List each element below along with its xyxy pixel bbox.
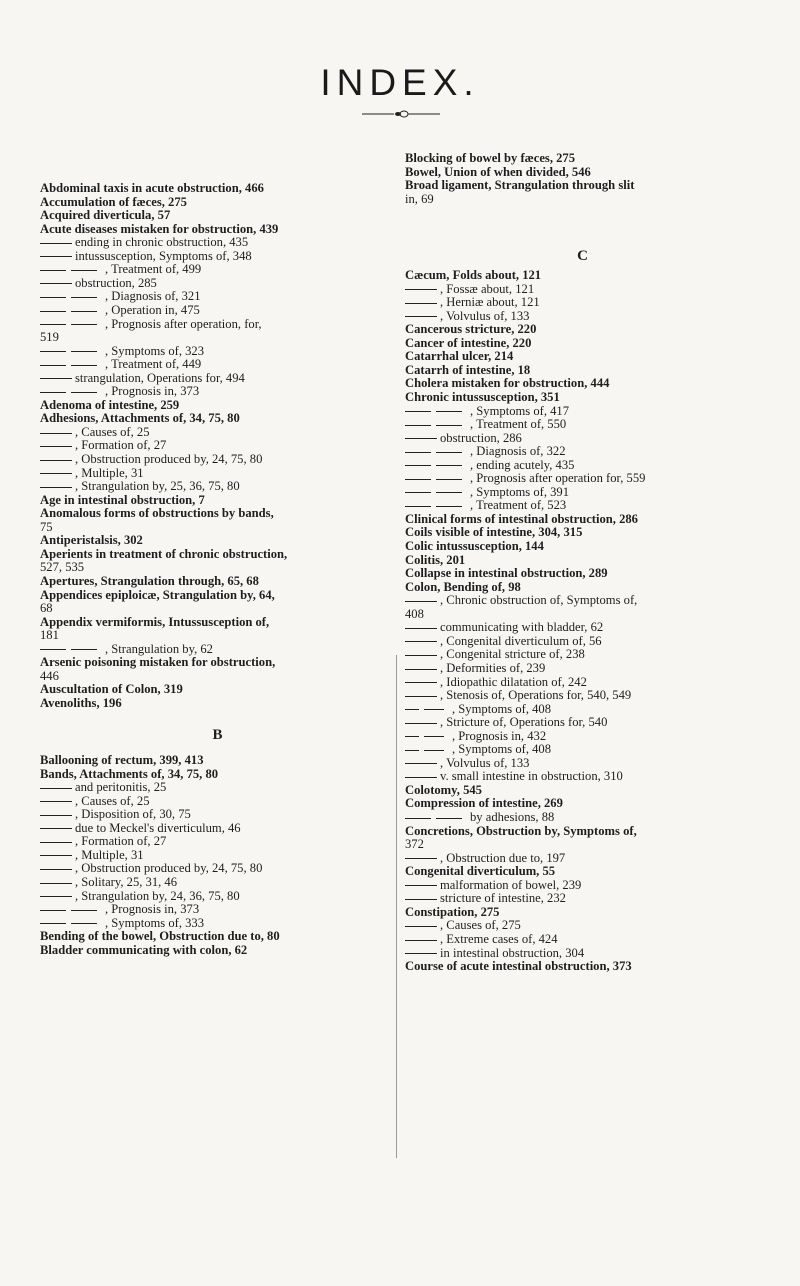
index-entry <box>405 405 760 419</box>
index-entry <box>405 513 760 527</box>
index-entry-text: Adenoma of intestine, 259 <box>40 397 180 412</box>
index-entry-text: in, 69 <box>405 191 434 206</box>
index-entry <box>40 890 395 904</box>
index-entry-text: Bands, Attachments of, 34, 75, 80 <box>40 766 219 781</box>
index-entry <box>405 716 760 730</box>
index-entry-text: Acquired diverticula, 57 <box>40 208 171 223</box>
index-entry-text: , Congenital stricture of, 238 <box>440 647 585 662</box>
index-entry-text: 408 <box>405 606 424 621</box>
index-entry <box>405 757 760 771</box>
index-entry-text: Compression of intestine, 269 <box>405 796 563 811</box>
index-entry <box>40 223 395 237</box>
index-entry <box>405 296 760 310</box>
index-entry-text: obstruction, 285 <box>75 275 157 290</box>
index-entry <box>40 263 395 277</box>
index-entry <box>40 290 395 304</box>
index-entry-text: , Extreme cases of, 424 <box>440 931 558 946</box>
index-entry-text: , Treatment of, 499 <box>105 262 202 277</box>
index-entry <box>40 795 395 809</box>
index-entry <box>40 602 395 616</box>
index-entry <box>40 534 395 548</box>
index-entry <box>40 412 395 426</box>
index-entry-text: Cholera mistaken for obstruction, 444 <box>405 376 610 391</box>
index-entry-text: 446 <box>40 668 59 683</box>
index-entry-text: Age in intestinal obstruction, 7 <box>40 492 205 507</box>
index-entry-text: , Symptoms of, 417 <box>470 403 570 418</box>
index-entry <box>40 754 395 768</box>
index-entry-text: , Symptoms of, 323 <box>105 343 205 358</box>
index-entry <box>405 179 760 193</box>
index-entry-text: , Obstruction produced by, 24, 75, 80 <box>75 861 263 876</box>
index-entry <box>40 575 395 589</box>
index-entry-text: , Strangulation by, 24, 36, 75, 80 <box>75 888 240 903</box>
index-entry <box>405 364 760 378</box>
index-entry <box>405 784 760 798</box>
index-entry-text: malformation of bowel, 239 <box>440 877 582 892</box>
index-entry-text: , Prognosis after operation for, 559 <box>470 471 646 486</box>
index-entry <box>405 811 760 825</box>
index-entry <box>405 730 760 744</box>
index-entry-text: Adhesions, Attachments of, 34, 75, 80 <box>40 411 240 426</box>
index-entry <box>40 589 395 603</box>
index-entry-text: , Diagnosis of, 321 <box>105 289 201 304</box>
index-entry <box>405 635 760 649</box>
index-entry <box>405 648 760 662</box>
index-entry <box>40 670 395 684</box>
index-entry-text: , Formation of, 27 <box>75 438 167 453</box>
index-entry-text: Appendices epiploicæ, Strangulation by, 64, <box>40 587 275 602</box>
index-entry <box>405 567 760 581</box>
index-entry-text: , Prognosis after operation, for, <box>105 316 262 331</box>
index-entry-text: in intestinal obstruction, 304 <box>440 945 585 960</box>
index-entry-text: ending in chronic obstruction, 435 <box>75 235 249 250</box>
index-entry <box>40 345 395 359</box>
index-entry <box>40 521 395 535</box>
index-entry-text: , Obstruction produced by, 24, 75, 80 <box>75 452 263 466</box>
index-entry <box>40 467 395 481</box>
index-entry <box>40 656 395 670</box>
index-entry-text: stricture of intestine, 232 <box>440 891 566 906</box>
index-entry-text: , Symptoms of, 408 <box>452 742 552 757</box>
index-entry-text: , Multiple, 31 <box>75 847 144 862</box>
index-entry-text: , Prognosis in, 432 <box>452 728 547 743</box>
title-ornament <box>362 110 440 118</box>
index-entry-text: strangulation, Operations for, 494 <box>75 370 245 385</box>
index-entry-text: , Volvulus of, 133 <box>440 308 530 323</box>
index-entry-text: , Diagnosis of, 322 <box>470 444 566 459</box>
index-entry-text: Acute diseases mistaken for obstruction, 439 <box>40 221 279 236</box>
index-entry <box>405 852 760 866</box>
index-entry-text: , Formation of, 27 <box>75 834 167 849</box>
index-entry <box>405 865 760 879</box>
index-entry-text: Blocking of bowel by fæces, 275 <box>405 151 576 165</box>
index-entry-text: , Prognosis in, 373 <box>105 384 200 399</box>
index-entry-text: , Multiple, 31 <box>75 465 144 480</box>
index-entry-text: , Stricture of, Operations for, 540 <box>440 715 608 730</box>
index-entry-text: 68 <box>40 601 53 616</box>
index-entry <box>40 182 395 196</box>
index-entry-text: Bending of the bowel, Obstruction due to, 80 <box>40 929 280 944</box>
index-entry-text: Colon, Bending of, 98 <box>405 579 521 594</box>
index-entry-text: , Idiopathic dilatation of, 242 <box>440 674 587 689</box>
index-entry <box>405 486 760 500</box>
index-entry <box>40 250 395 264</box>
index-entry <box>405 350 760 364</box>
page-title: INDEX. <box>320 62 480 103</box>
index-entry <box>405 825 760 839</box>
index-entry-text: Auscultation of Colon, 319 <box>40 682 183 697</box>
index-entry-text: Antiperistalsis, 302 <box>40 533 143 548</box>
index-entry-text: Apertures, Strangulation through, 65, 68 <box>40 573 259 588</box>
index-entry-text: , Volvulus of, 133 <box>440 755 530 770</box>
index-entry <box>40 781 395 795</box>
index-entry-text: Avenoliths, 196 <box>40 695 122 710</box>
index-entry-text: by adhesions, 88 <box>470 810 555 824</box>
index-entry-text: and peritonitis, 25 <box>75 780 167 795</box>
index-entry <box>40 876 395 890</box>
index-entry-text: 519 <box>40 330 59 345</box>
index-entry <box>40 453 395 467</box>
index-entry <box>405 310 760 324</box>
index-entry-text: Concretions, Obstruction by, Symptoms of, <box>405 823 637 838</box>
index-entry-text: Accumulation of fæces, 275 <box>40 194 187 209</box>
index-entry <box>405 152 760 166</box>
index-entry-text: Cancerous stricture, 220 <box>405 322 537 337</box>
section-letter: C <box>577 248 588 264</box>
index-entry-text: Broad ligament, Strangulation through slit <box>405 178 635 193</box>
index-entry <box>40 209 395 223</box>
index-entry <box>40 304 395 318</box>
index-entry <box>405 797 760 811</box>
index-entry <box>405 960 760 974</box>
index-entry <box>40 331 395 345</box>
index-entry-text: communicating with bladder, 62 <box>440 620 604 635</box>
index-entry-text: , Congenital diverticulum of, 56 <box>440 633 602 648</box>
index-entry-text: Chronic intussusception, 351 <box>405 389 560 404</box>
index-entry <box>40 358 395 372</box>
index-entry-text: Cancer of intestine, 220 <box>405 335 532 350</box>
index-entry <box>405 554 760 568</box>
index-entry <box>405 662 760 676</box>
index-entry <box>40 439 395 453</box>
index-entry-text: , Strangulation by, 62 <box>105 641 213 656</box>
index-entry-text: Constipation, 275 <box>405 904 500 919</box>
index-entry-text: Arsenic poisoning mistaken for obstruction, <box>40 655 276 670</box>
index-entry-text: , Symptoms of, 333 <box>105 915 205 930</box>
index-entry <box>40 561 395 575</box>
index-entry <box>405 377 760 391</box>
index-entry <box>40 318 395 332</box>
index-entry-text: , Herniæ about, 121 <box>440 295 540 310</box>
index-entry <box>40 629 395 643</box>
index-entry <box>405 919 760 933</box>
index-entry-text: Bladder communicating with colon, 62 <box>40 942 248 957</box>
index-entry-text: Clinical forms of intestinal obstruction, 286 <box>405 511 638 526</box>
index-entry-text: , Solitary, 25, 31, 46 <box>75 874 178 889</box>
index-entry-text: , Treatment of, 523 <box>470 498 567 513</box>
index-entry <box>405 337 760 351</box>
index-entry-text: Cæcum, Folds about, 121 <box>405 268 542 282</box>
index-entry <box>405 703 760 717</box>
index-entry-text: , Disposition of, 30, 75 <box>75 807 191 822</box>
column-divider <box>396 655 397 1158</box>
index-entry-text: , Fossæ about, 121 <box>440 281 535 296</box>
index-entry-text: due to Meckel's diverticulum, 46 <box>75 820 241 835</box>
index-entry-text: , Obstruction due to, 197 <box>440 850 566 865</box>
index-entry <box>40 768 395 782</box>
index-entry <box>405 689 760 703</box>
index-entry <box>405 459 760 473</box>
index-entry <box>405 608 760 622</box>
index-entry-text: , Treatment of, 550 <box>470 417 567 432</box>
index-entry-text: , Symptoms of, 391 <box>470 484 570 499</box>
index-entry <box>405 933 760 947</box>
index-entry-text: Course of acute intestinal obstruction, 373 <box>405 959 632 974</box>
index-entry-text: Colitis, 201 <box>405 552 466 567</box>
index-entry <box>405 540 760 554</box>
index-entry-text: Abdominal taxis in acute obstruction, 466 <box>40 181 264 195</box>
index-entry <box>40 903 395 917</box>
index-entry <box>405 594 760 608</box>
index-entry <box>40 277 395 291</box>
index-entry <box>405 743 760 757</box>
index-entry-text: , Causes of, 275 <box>440 918 521 933</box>
index-entry-text: Collapse in intestinal obstruction, 289 <box>405 566 608 581</box>
index-entry <box>405 391 760 405</box>
index-entry-text: Ballooning of rectum, 399, 413 <box>40 753 204 767</box>
index-entry-text: , Symptoms of, 408 <box>452 701 552 716</box>
index-entry-text: , ending acutely, 435 <box>470 457 575 472</box>
index-entry-text: Colotomy, 545 <box>405 782 482 797</box>
index-entry <box>405 445 760 459</box>
index-entry-text: obstruction, 286 <box>440 430 522 445</box>
section-letter: B <box>212 727 223 743</box>
index-entry-text: Congenital diverticulum, 55 <box>405 864 556 879</box>
index-entry <box>405 193 760 207</box>
index-entry-text: , Causes of, 25 <box>75 424 150 439</box>
index-entry <box>40 944 395 958</box>
index-entry-text: , Causes of, 25 <box>75 793 150 808</box>
index-entry-text: 372 <box>405 837 424 852</box>
index-entry <box>40 616 395 630</box>
index-entry-text: , Stenosis of, Operations for, 540, 549 <box>440 688 632 703</box>
index-entry <box>40 822 395 836</box>
index-entry-text: , Strangulation by, 25, 36, 75, 80 <box>75 479 240 494</box>
index-entry <box>40 385 395 399</box>
index-entry <box>405 621 760 635</box>
index-entry-text: Anomalous forms of obstructions by bands, <box>40 506 274 521</box>
index-entry <box>40 196 395 210</box>
index-entry <box>405 432 760 446</box>
index-entry <box>40 917 395 931</box>
index-entry <box>40 697 395 711</box>
index-entry <box>405 879 760 893</box>
index-entry <box>405 892 760 906</box>
index-entry-text: intussusception, Symptoms of, 348 <box>75 248 252 263</box>
index-entry-text: Catarrhal ulcer, 214 <box>405 349 514 364</box>
index-entry-text: , Deformities of, 239 <box>440 660 546 675</box>
index-entry <box>405 838 760 852</box>
index-entry <box>405 947 760 961</box>
index-entry <box>405 906 760 920</box>
index-entry <box>405 581 760 595</box>
index-entry <box>405 676 760 690</box>
index-entry <box>40 399 395 413</box>
index-entry-text: , Chronic obstruction of, Symptoms of, <box>440 593 638 608</box>
index-entry-text: , Operation in, 475 <box>105 302 200 317</box>
index-entry <box>40 862 395 876</box>
index-entry <box>40 426 395 440</box>
index-entry <box>405 499 760 513</box>
index-entry <box>405 472 760 486</box>
index-entry <box>40 930 395 944</box>
index-entry <box>405 283 760 297</box>
index-entry <box>40 494 395 508</box>
index-entry <box>40 372 395 386</box>
index-entry <box>405 770 760 784</box>
index-entry-text: 75 <box>40 519 53 534</box>
index-entry-text: , Treatment of, 449 <box>105 357 202 372</box>
index-entry <box>40 507 395 521</box>
index-entry <box>40 643 395 657</box>
index-entry <box>40 835 395 849</box>
index-entry <box>405 418 760 432</box>
index-entry-text: Bowel, Union of when divided, 546 <box>405 164 591 179</box>
index-entry <box>40 480 395 494</box>
index-entry-text: Aperients in treatment of chronic obstruction, <box>40 546 288 561</box>
index-entry <box>40 808 395 822</box>
index-entry-text: Coils visible of intestine, 304, 315 <box>405 525 583 540</box>
index-entry <box>405 323 760 337</box>
index-entry <box>40 683 395 697</box>
index-entry <box>40 236 395 250</box>
index-entry-text: 527, 535 <box>40 560 85 575</box>
index-entry <box>405 269 760 283</box>
index-entry-text: Colic intussusception, 144 <box>405 539 544 553</box>
index-entry-text: , Prognosis in, 373 <box>105 902 200 917</box>
index-entry <box>405 526 760 540</box>
index-entry <box>40 849 395 863</box>
index-entry-text: 181 <box>40 628 59 643</box>
index-entry-text: Appendix vermiformis, Intussusception of, <box>40 614 270 629</box>
index-entry-text: v. small intestine in obstruction, 310 <box>440 769 623 784</box>
index-entry-text: Catarrh of intestine, 18 <box>405 362 531 377</box>
index-entry <box>405 166 760 180</box>
index-entry <box>40 548 395 562</box>
